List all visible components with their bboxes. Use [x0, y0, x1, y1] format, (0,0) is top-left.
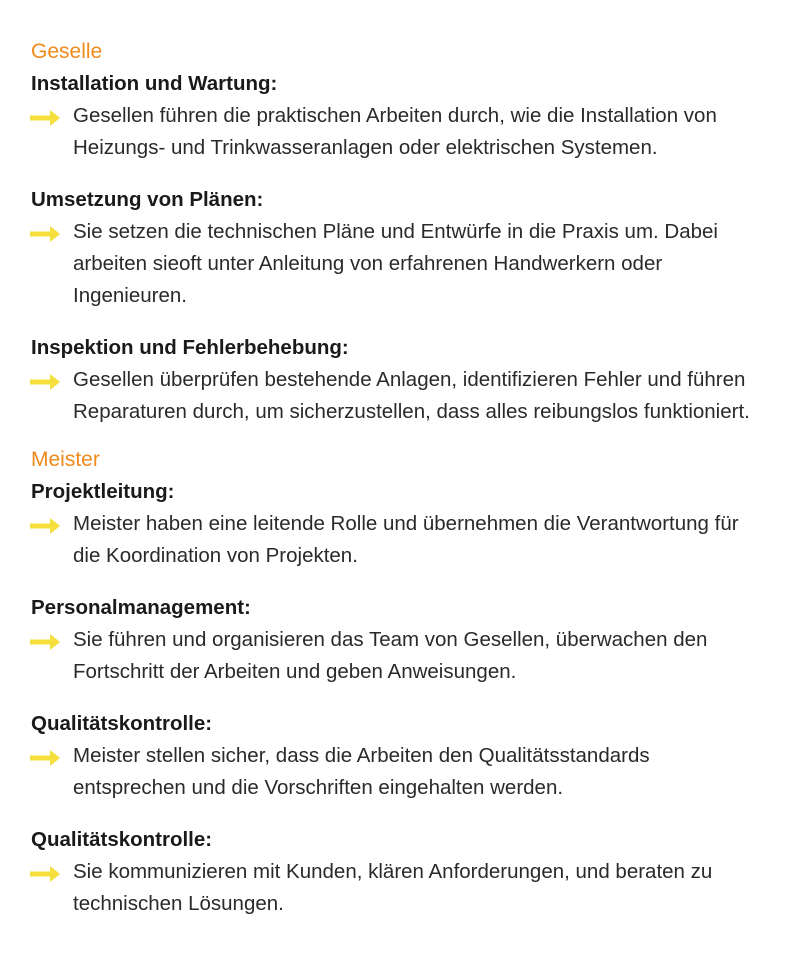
item-projektleitung — [0, 478, 800, 572]
bullet-item — [0, 624, 800, 688]
item-heading: Projektleitung: — [31, 480, 175, 503]
item-kundenkommunikation — [0, 826, 800, 920]
item-text: Sie setzen die technischen Pläne und Entwürfe in die Praxis um. Dabei arbeiten sieoft unter Anleitung von erfahrenen Handwerkern oder Ingenieuren. — [73, 220, 718, 307]
arrow-right-icon — [30, 110, 60, 126]
item-text: Meister stellen sicher, dass die Arbeiten den Qualitätsstandards entsprechen und die Vorschriften eingehalten werden. — [73, 744, 650, 799]
item-text: Sie kommunizieren mit Kunden, klären Anforderungen, und beraten zu technischen Lösungen. — [73, 860, 713, 915]
item-text: Meister haben eine leitende Rolle und übernehmen die Verantwortung für die Koordination von Projekten. — [73, 512, 739, 567]
arrow-right-icon — [30, 518, 60, 534]
arrow-right-icon — [30, 750, 60, 766]
bullet-item — [0, 740, 800, 804]
item-qualitaetskontrolle — [0, 710, 800, 804]
item-heading: Personalmanagement: — [31, 596, 251, 619]
item-heading: Qualitätskontrolle: — [31, 828, 213, 851]
item-heading: Inspektion und Fehlerbehebung: — [31, 336, 349, 359]
section-divider — [0, 428, 800, 446]
item-text: Sie führen und organisieren das Team von Gesellen, überwachen den Fortschritt der Arbeiten und geben Anweisungen. — [73, 628, 708, 683]
arrow-right-icon — [30, 634, 60, 650]
bullet-item — [0, 100, 800, 164]
arrow-right-icon — [30, 866, 60, 882]
bullet-item — [0, 508, 800, 572]
section-title-geselle: Geselle — [31, 40, 103, 63]
bullet-item — [0, 364, 800, 428]
item-heading: Qualitätskontrolle: — [31, 712, 213, 735]
section-title-meister: Meister — [31, 448, 100, 471]
item-installation — [0, 70, 800, 164]
item-heading: Umsetzung von Plänen: — [31, 188, 264, 211]
item-text: Gesellen überprüfen bestehende Anlagen, identifizieren Fehler und führen Reparaturen durch, um sicherzustellen, dass alles reibungslos funktioniert. — [73, 368, 750, 423]
item-personalmanagement — [0, 594, 800, 688]
bullet-item — [0, 856, 800, 920]
item-inspektion — [0, 334, 800, 428]
item-text: Gesellen führen die praktischen Arbeiten durch, wie die Installation von Heizungs- und Trinkwasseranlagen oder elektrischen Systemen. — [73, 104, 717, 159]
arrow-right-icon — [30, 374, 60, 390]
item-heading: Installation und Wartung: — [31, 72, 278, 95]
item-umsetzung — [0, 186, 800, 312]
arrow-right-icon — [30, 226, 60, 242]
bullet-item — [0, 216, 800, 312]
